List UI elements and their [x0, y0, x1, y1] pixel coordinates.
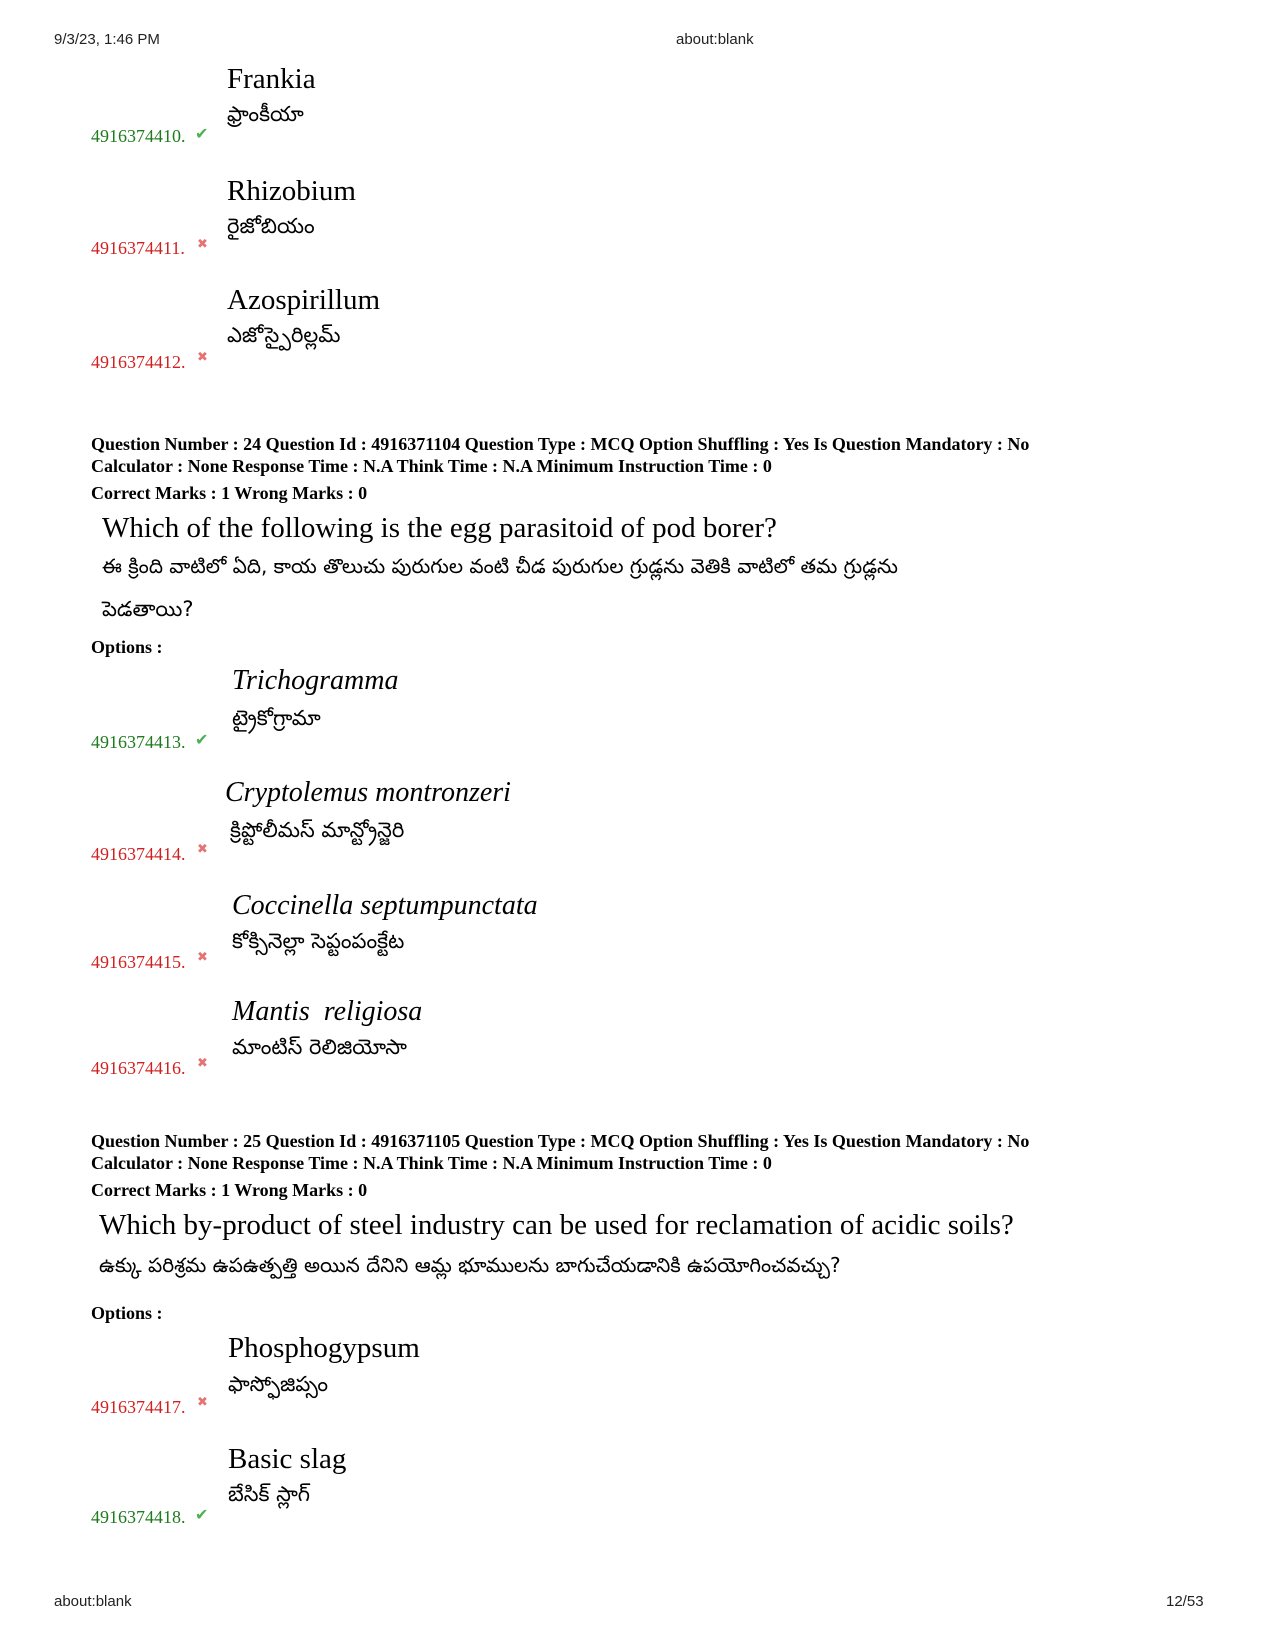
- cross-icon: ✖: [197, 1056, 208, 1071]
- option-text-te: మాంటిస్ రెలిజియోసా: [232, 1035, 407, 1059]
- question-marks: Correct Marks : 1 Wrong Marks : 0: [91, 483, 368, 503]
- cross-icon: ✖: [197, 350, 208, 365]
- cross-icon: ✖: [197, 842, 208, 857]
- option-text-te: ఫాస్ఫోజిప్సం: [228, 1372, 329, 1396]
- question-text-en: Which of the following is the egg parasitoid of pod borer?: [102, 512, 777, 544]
- check-icon: ✔: [195, 730, 209, 749]
- check-icon: ✔: [195, 124, 209, 143]
- option-row: [0, 60, 1275, 160]
- option-text-te: ఫ్రాంకీయా: [227, 102, 304, 126]
- option-text-te: బేసిక్ స్లాగ్: [228, 1482, 311, 1506]
- option-text-en: Cryptolemus montronzeri: [225, 777, 511, 808]
- option-id: 4916374418.: [91, 1507, 186, 1527]
- option-row: [0, 1332, 1275, 1432]
- question-text-te: పెడతాయి?: [102, 597, 194, 621]
- option-row: [0, 996, 1275, 1096]
- option-row: [0, 1443, 1275, 1543]
- option-id: 4916374415.: [91, 952, 186, 972]
- option-id: 4916374412.: [91, 352, 186, 372]
- option-text-te: క్రిప్టోలీమస్ మాన్ట్రోన్జెరి: [230, 818, 405, 842]
- print-datetime: 9/3/23, 1:46 PM: [54, 31, 160, 48]
- option-text-en: Coccinella septumpunctata: [232, 890, 538, 921]
- option-row: [0, 890, 1275, 990]
- option-text-en: Phosphogypsum: [228, 1332, 420, 1364]
- option-text-en: Azospirillum: [227, 284, 381, 316]
- option-text-en: Rhizobium: [227, 175, 356, 207]
- options-label: Options :: [91, 1303, 163, 1323]
- option-text-te: ట్రైకోగ్రామా: [232, 706, 321, 730]
- option-id: 4916374410.: [91, 126, 186, 146]
- print-page-number: 12/53: [1166, 1593, 1204, 1610]
- option-row: [0, 777, 1275, 877]
- question-meta: Calculator : None Response Time : N.A Think Time : N.A Minimum Instruction Time : 0: [91, 456, 772, 476]
- option-text-te: ఎజోస్పైరిల్లమ్: [227, 323, 341, 347]
- option-text-en: Mantis religiosa: [232, 996, 423, 1027]
- options-label: Options :: [91, 637, 163, 657]
- question-meta: Calculator : None Response Time : N.A Think Time : N.A Minimum Instruction Time : 0: [91, 1153, 772, 1173]
- question-text-en: Which by-product of steel industry can be used for reclamation of acidic soils?: [99, 1209, 1014, 1241]
- question-text-te: ఈ క్రింది వాటిలో ఏది, కాయ తొలుచు పురుగుల వంటి చీడ పురుగుల గ్రుడ్లను వెతికి వాటిలో తమ గ్రుడ్లను: [102, 554, 898, 578]
- option-row: [0, 172, 1275, 272]
- check-icon: ✔: [195, 1505, 209, 1524]
- question-marks: Correct Marks : 1 Wrong Marks : 0: [91, 1180, 368, 1200]
- option-text-te: కోక్సినెల్లా సెప్టంపంక్టేట: [232, 929, 405, 953]
- option-text-en: Trichogramma: [232, 665, 399, 696]
- option-row: [0, 280, 1275, 380]
- cross-icon: ✖: [197, 950, 208, 965]
- question-meta: Question Number : 25 Question Id : 4916371105 Question Type : MCQ Option Shuffling : Yes Is Question Mandatory : No: [91, 1131, 1030, 1151]
- option-text-en: Frankia: [227, 63, 316, 95]
- option-id: 4916374414.: [91, 844, 186, 864]
- option-id: 4916374416.: [91, 1058, 186, 1078]
- print-title: about:blank: [676, 31, 754, 48]
- option-id: 4916374417.: [91, 1397, 186, 1417]
- option-text-en: Basic slag: [228, 1443, 347, 1475]
- cross-icon: ✖: [197, 237, 208, 252]
- option-id: 4916374411.: [91, 238, 185, 258]
- option-row: [0, 663, 1275, 763]
- print-footer-url: about:blank: [54, 1593, 132, 1610]
- cross-icon: ✖: [197, 1395, 208, 1410]
- question-text-te: ఉక్కు పరిశ్రమ ఉపఉత్పత్తి అయిన దేనిని ఆమ్ల భూములను బాగుచేయడానికి ఉపయోగించవచ్చు?: [99, 1253, 841, 1277]
- option-text-te: రైజోబియం: [227, 214, 315, 238]
- option-id: 4916374413.: [91, 732, 186, 752]
- question-meta: Question Number : 24 Question Id : 4916371104 Question Type : MCQ Option Shuffling : Yes Is Question Mandatory : No: [91, 434, 1030, 454]
